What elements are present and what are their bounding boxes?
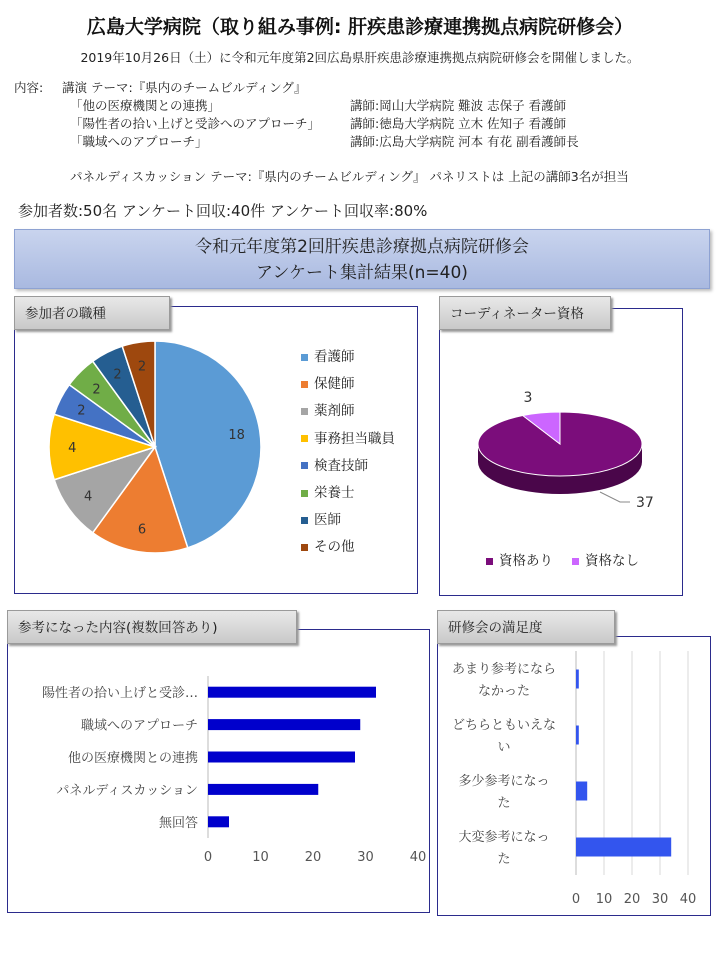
category-label: あまり参考になら: [451, 662, 557, 677]
category-label: 大変参考になっ: [458, 830, 550, 845]
occupation-pie: [15, 307, 417, 593]
legend-label: 事務担当職員: [314, 430, 395, 447]
bar: [576, 782, 587, 801]
pie-data-label: 2: [113, 367, 122, 383]
legend-swatch: [486, 558, 493, 565]
category-label: 多少参考になっ: [458, 774, 550, 789]
helpful-content-title: 参考になった内容(複数回答あり): [7, 610, 297, 644]
legend-label: 資格あり: [499, 553, 553, 569]
x-tick-label: 10: [595, 892, 613, 907]
legend-swatch: [301, 462, 308, 469]
legend-label: 医師: [314, 512, 341, 529]
x-tick-label: 10: [252, 850, 269, 865]
helpful-content-bar-chart: [8, 630, 429, 912]
legend-item: [301, 427, 395, 447]
bar: [208, 752, 355, 763]
legend-item: [301, 372, 355, 392]
occupation-chart-title: 参加者の職種: [14, 296, 170, 330]
legend-item: [301, 535, 355, 555]
legend-label: その他: [314, 539, 355, 556]
legend-swatch: [301, 381, 308, 388]
lecture-theme: 講演 テーマ:『県内のチームビルディング』: [62, 80, 307, 95]
legend-item: [572, 549, 639, 569]
panel-discussion: パネルディスカッション テーマ:『県内のチームビルディング』 パネリストは 上記の講師3名が担当: [70, 169, 629, 184]
category-label: パネルディスカッション: [56, 783, 198, 799]
coordinator-pie: [440, 309, 682, 595]
legend-item: [486, 549, 553, 569]
legend-label: 看護師: [314, 349, 355, 365]
coordinator-chart-panel: [439, 308, 683, 596]
satisfaction-panel: [437, 636, 711, 916]
x-tick-label: 0: [203, 850, 213, 865]
banner-line-1: 令和元年度第2回肝疾患診療拠点病院研修会: [195, 237, 529, 257]
legend-item: [301, 481, 355, 501]
legend-swatch: [301, 408, 308, 415]
x-tick-label: 0: [571, 892, 581, 907]
category-label: 陽性者の拾い上げと受診…: [41, 686, 198, 702]
survey-banner: [14, 229, 710, 289]
pie-data-label: 2: [77, 403, 86, 419]
legend-item: [301, 399, 355, 419]
category-label: なかった: [477, 684, 531, 699]
bar: [208, 784, 318, 795]
lecture-speaker-3: 講師:広島大学病院 河本 有花 副看護師長: [350, 134, 579, 149]
x-tick-label: 20: [304, 850, 322, 865]
bar: [208, 687, 376, 698]
category-label: 他の医療機関との連携: [67, 751, 198, 766]
x-tick-label: 30: [357, 850, 374, 865]
category-label: どちらともいえな: [451, 718, 557, 733]
participation-stats: 参加者数:50名 アンケート回収:40件 アンケート回収率:80%: [18, 202, 428, 220]
bar: [576, 838, 671, 857]
legend-label: 保健師: [314, 376, 355, 393]
bar: [208, 816, 229, 827]
satisfaction-title: 研修会の満足度: [437, 610, 615, 644]
bar: [576, 670, 579, 689]
x-tick-label: 30: [651, 892, 669, 907]
pie-data-label: 4: [83, 489, 93, 505]
pie-data-label: 18: [228, 428, 245, 444]
pie-data-label: 6: [137, 522, 147, 538]
content-label: 内容:: [14, 80, 44, 95]
category-label: 無回答: [158, 815, 198, 831]
legend-item: [301, 345, 355, 365]
legend-label: 検査技師: [314, 457, 368, 474]
legend-item: [301, 508, 341, 528]
lecture-speaker-1: 講師:岡山大学病院 難波 志保子 看護師: [350, 98, 567, 113]
banner-line-2: アンケート集計結果(n=40): [256, 263, 468, 283]
legend-swatch: [301, 354, 308, 361]
x-tick-label: 40: [409, 850, 427, 865]
legend-label: 資格なし: [585, 553, 639, 569]
pie-data-label: 4: [68, 441, 77, 456]
legend-swatch: [301, 517, 308, 524]
legend-swatch: [301, 544, 308, 551]
bar: [208, 719, 360, 730]
pie-data-label: 37: [636, 495, 654, 511]
lecture-title-3: 「職域へのアプローチ」: [70, 134, 208, 149]
category-label: 職域へのアプローチ: [80, 718, 198, 734]
lecture-title-2: 「陽性者の拾い上げと受診へのアプローチ」: [70, 116, 321, 131]
leader-line: [600, 492, 630, 502]
satisfaction-bar-chart: [438, 637, 710, 915]
x-tick-label: 20: [623, 892, 641, 907]
event-summary: 2019年10月26日（土）に令和元年度第2回広島県肝疾患診療連携拠点病院研修会を開催しました。: [80, 50, 640, 65]
legend-swatch: [572, 558, 579, 565]
pie-data-label: 3: [523, 390, 533, 406]
category-label: た: [497, 852, 511, 867]
legend-label: 薬剤師: [314, 403, 355, 420]
bar: [576, 726, 579, 745]
helpful-content-panel: [7, 629, 430, 913]
legend-swatch: [301, 490, 308, 497]
pie-data-label: 2: [92, 382, 101, 398]
legend-label: 栄養士: [314, 485, 355, 501]
category-label: い: [497, 740, 511, 755]
x-tick-label: 40: [679, 892, 697, 907]
occupation-chart-panel: [14, 306, 418, 594]
legend-swatch: [301, 435, 308, 442]
page-title: 広島大学病院（取り組み事例: 肝疾患診療連携拠点病院研修会）: [86, 16, 634, 38]
lecture-speaker-2: 講師:徳島大学病院 立木 佐知子 看護師: [350, 116, 567, 131]
category-label: た: [497, 796, 511, 811]
legend-item: [301, 454, 368, 474]
pie-data-label: 2: [137, 359, 147, 375]
lecture-title-1: 「他の医療機関との連携」: [70, 98, 221, 113]
coordinator-chart-title: コーディネーター資格: [439, 296, 611, 330]
